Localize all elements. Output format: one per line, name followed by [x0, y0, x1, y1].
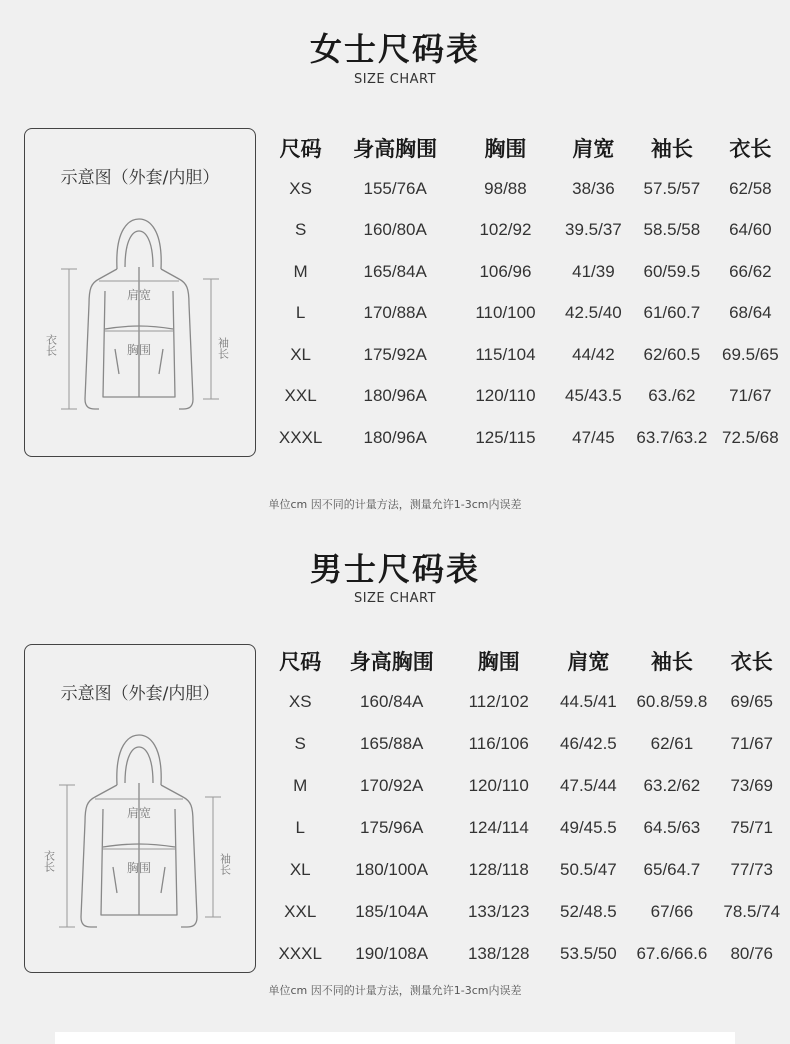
- cell-chest: 128/118: [468, 860, 529, 879]
- cell-size: M: [293, 261, 308, 281]
- women-size-table: [268, 128, 790, 459]
- cell-chest: 116/106: [468, 734, 529, 753]
- table-row: [268, 765, 790, 807]
- cell-sleeve: 58.5/58: [643, 220, 701, 240]
- cell-shoulder: 39.5/37: [565, 220, 622, 240]
- cell-shoulder: 47/45: [572, 427, 615, 447]
- cell-chest: 133/123: [467, 902, 530, 921]
- cell-size: XL: [289, 860, 311, 879]
- men-size-table: [268, 641, 790, 975]
- cell-chest: 98/88: [484, 178, 527, 198]
- cell-sleeve: 60.8/59.8: [636, 692, 708, 711]
- header-length: 衣长: [730, 650, 773, 674]
- cell-shoulder: 41/39: [572, 261, 615, 281]
- cell-chest: 102/92: [479, 220, 532, 240]
- men-chart-subtitle: SIZE CHART: [353, 591, 437, 606]
- table-row: [268, 210, 790, 252]
- cell-chest: 124/114: [468, 818, 529, 837]
- cell-sleeve: 63./62: [648, 386, 696, 406]
- cell-sleeve: 61/60.7: [643, 303, 701, 323]
- cell-shoulder: 46/42.5: [560, 734, 617, 753]
- cell-chest: 125/115: [475, 427, 536, 447]
- cell-height-chest: 185/104A: [355, 902, 429, 921]
- sleeve-label: 袖长: [218, 853, 232, 875]
- table-header-row: [268, 641, 790, 681]
- table-row: [268, 168, 790, 210]
- cell-shoulder: 45/43.5: [565, 386, 622, 406]
- table-row: [268, 891, 790, 933]
- cell-sleeve: 67/66: [650, 902, 694, 921]
- cell-height-chest: 170/88A: [363, 303, 427, 323]
- table-row: [268, 417, 790, 459]
- table-row: [268, 849, 790, 891]
- shoulder-label: 肩宽: [126, 288, 152, 302]
- men-size-section: [0, 520, 790, 1044]
- header-height-chest: 身高胸围: [349, 650, 434, 674]
- cell-size: S: [294, 734, 306, 753]
- cell-chest: 120/110: [475, 386, 536, 406]
- cell-sleeve: 63.2/62: [643, 776, 701, 795]
- table-row: [268, 376, 790, 418]
- cell-sleeve: 67.6/66.6: [636, 944, 708, 963]
- cell-length: 66/62: [729, 261, 772, 281]
- cell-height-chest: 165/84A: [363, 261, 427, 281]
- cell-length: 62/58: [729, 178, 772, 198]
- women-diagram-box: [24, 128, 256, 457]
- table-row: [268, 723, 790, 765]
- cell-sleeve: 64.5/63: [643, 818, 701, 837]
- men-jacket-diagram: [39, 725, 239, 955]
- cell-shoulder: 47.5/44: [560, 776, 617, 795]
- cell-height-chest: 165/88A: [360, 734, 424, 753]
- table-row: [268, 293, 790, 335]
- cell-shoulder: 50.5/47: [560, 860, 617, 879]
- cell-size: S: [294, 220, 307, 240]
- cell-shoulder: 44/42: [572, 344, 615, 364]
- women-chart-subtitle: SIZE CHART: [353, 72, 437, 87]
- cell-sleeve: 60/59.5: [643, 261, 701, 281]
- cell-size: XXXL: [278, 944, 322, 963]
- length-label: 衣长: [42, 850, 56, 872]
- cell-sleeve: 57.5/57: [643, 178, 701, 198]
- cell-chest: 112/102: [468, 692, 529, 711]
- cell-shoulder: 38/36: [572, 178, 615, 198]
- cell-chest: 138/128: [467, 944, 530, 963]
- cell-sleeve: 62/60.5: [643, 344, 701, 364]
- women-size-section: [0, 0, 790, 520]
- table-row: [268, 334, 790, 376]
- header-shoulder: 肩宽: [567, 650, 610, 674]
- shoulder-label: 肩宽: [126, 806, 152, 820]
- chest-label: 胸围: [126, 343, 152, 357]
- cell-size: M: [293, 776, 308, 795]
- cell-size: XS: [288, 692, 312, 711]
- cell-shoulder: 49/45.5: [560, 818, 617, 837]
- cell-length: 75/71: [730, 818, 773, 837]
- cell-length: 68/64: [729, 303, 772, 323]
- cell-height-chest: 175/96A: [360, 818, 424, 837]
- header-length: 衣长: [729, 137, 772, 161]
- cell-length: 69/65: [730, 692, 773, 711]
- women-diagram-caption: 示意图（外套/内胆）: [60, 168, 220, 188]
- cell-sleeve: 62/61: [650, 734, 694, 753]
- header-sleeve: 袖长: [650, 137, 693, 161]
- cell-length: 77/73: [730, 860, 773, 879]
- cell-length: 64/60: [729, 220, 772, 240]
- table-header-row: [268, 128, 790, 168]
- cell-length: 73/69: [730, 776, 773, 795]
- header-sleeve: 袖长: [650, 650, 693, 674]
- cell-size: XL: [290, 344, 312, 364]
- cell-length: 72.5/68: [722, 427, 779, 447]
- cell-size: XXL: [284, 902, 317, 921]
- cell-length: 71/67: [729, 386, 772, 406]
- women-chart-title: 女士尺码表: [309, 30, 480, 68]
- men-chart-title: 男士尺码表: [309, 550, 480, 588]
- header-shoulder: 肩宽: [572, 137, 615, 161]
- sleeve-label: 袖长: [216, 337, 230, 359]
- header-size: 尺码: [279, 137, 322, 161]
- cell-height-chest: 180/100A: [355, 860, 429, 879]
- jacket-outline-icon: [39, 209, 239, 439]
- header-height-chest: 身高胸围: [353, 137, 438, 161]
- table-row: [268, 251, 790, 293]
- cell-chest: 115/104: [475, 344, 536, 364]
- cell-shoulder: 52/48.5: [560, 902, 617, 921]
- cell-size: L: [295, 818, 305, 837]
- women-measure-note: 单位cm 因不同的计量方法，测量允许1-3cm内误差: [268, 498, 522, 511]
- jacket-outline-icon: [39, 725, 239, 955]
- cell-sleeve: 63.7/63.2: [636, 427, 708, 447]
- men-diagram-caption: 示意图（外套/内胆）: [60, 684, 220, 704]
- cell-height-chest: 180/96A: [363, 427, 427, 447]
- table-row: [268, 807, 790, 849]
- women-jacket-diagram: [39, 209, 239, 439]
- cell-height-chest: 190/108A: [355, 944, 429, 963]
- cell-shoulder: 53.5/50: [560, 944, 617, 963]
- table-row: [268, 933, 790, 975]
- header-size: 尺码: [279, 650, 322, 674]
- cell-chest: 120/110: [468, 776, 529, 795]
- chest-label: 胸围: [126, 861, 152, 875]
- men-diagram-box: [24, 644, 256, 973]
- cell-chest: 106/96: [479, 261, 532, 281]
- cell-shoulder: 44.5/41: [560, 692, 617, 711]
- men-measure-note: 单位cm 因不同的计量方法，测量允许1-3cm内误差: [268, 984, 522, 997]
- cell-size: XS: [289, 178, 312, 198]
- cell-height-chest: 175/92A: [363, 344, 427, 364]
- cell-size: L: [295, 303, 306, 323]
- cell-sleeve: 65/64.7: [643, 860, 701, 879]
- header-chest: 胸围: [484, 137, 527, 161]
- cell-chest: 110/100: [475, 303, 536, 323]
- cell-size: XXXL: [278, 427, 323, 447]
- cell-length: 80/76: [730, 944, 773, 963]
- length-label: 衣长: [44, 334, 58, 356]
- cell-height-chest: 155/76A: [363, 178, 427, 198]
- header-chest: 胸围: [477, 650, 520, 674]
- cell-height-chest: 180/96A: [363, 386, 427, 406]
- cell-length: 69.5/65: [722, 344, 779, 364]
- cell-height-chest: 160/84A: [360, 692, 424, 711]
- cell-height-chest: 170/92A: [360, 776, 424, 795]
- cell-shoulder: 42.5/40: [565, 303, 622, 323]
- cell-length: 71/67: [730, 734, 773, 753]
- cell-length: 78.5/74: [723, 902, 781, 921]
- bottom-divider: [55, 1032, 735, 1044]
- table-row: [268, 681, 790, 723]
- cell-size: XXL: [284, 386, 317, 406]
- cell-height-chest: 160/80A: [363, 220, 427, 240]
